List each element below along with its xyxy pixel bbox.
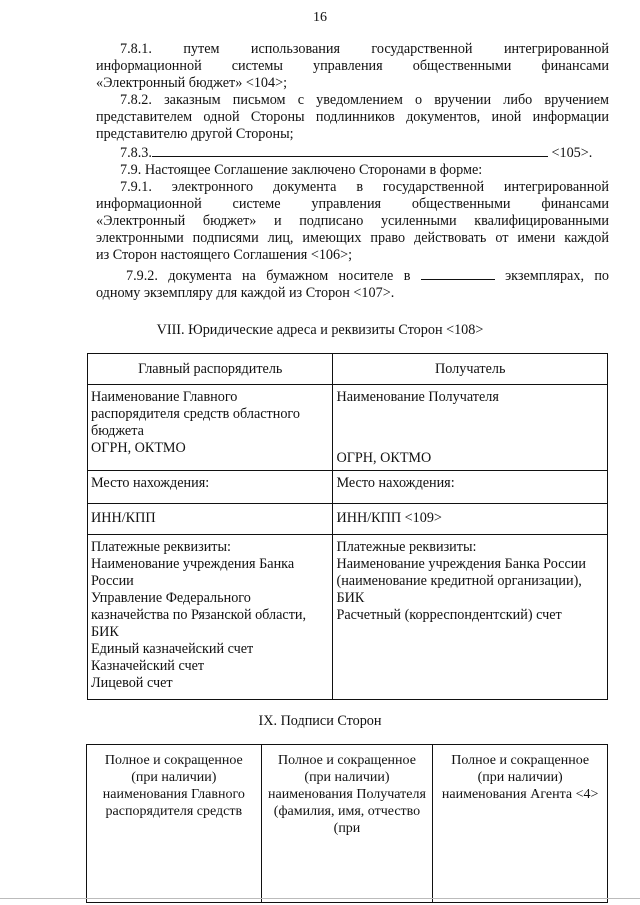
- clause-7-8-2-line1: 7.8.2. заказным письмом с уведомлением о вручении либо вручением: [120, 92, 609, 108]
- clause-7-9-2-line1: [96, 266, 609, 285]
- clauses-block: [96, 41, 609, 302]
- clause-7-9-2-line2: одному экземпляру для каждой из Сторон <107>.: [96, 285, 395, 301]
- main-manager-payment-title: Платежные реквизиты:: [91, 539, 231, 555]
- clause-7-9-1-line4: электронными подписями лиц, имеющих право действовать от имени каждой: [96, 230, 609, 246]
- signature-agent: Полное и сокращенное (при наличии) наименования Агента <4>: [433, 745, 608, 903]
- header-recipient: Получатель: [333, 354, 608, 385]
- clause-7-9-2-end: экземплярах, по: [505, 268, 610, 284]
- recipient-bik: БИК: [336, 590, 365, 606]
- clause-7-8-2-line2: представителем одной Стороны подлинников документов, иной информации: [96, 109, 609, 125]
- main-manager-bik: БИК: [91, 624, 119, 640]
- recipient-payment-title: Платежные реквизиты:: [336, 539, 477, 555]
- clause-7-9: 7.9. Настоящее Соглашение заключено Сторонами в форме:: [120, 162, 483, 178]
- signature-main-manager: Полное и сокращенное (при наличии) наименования Главного распорядителя средств: [87, 745, 262, 903]
- main-manager-bank: Наименование учреждения Банка России: [91, 556, 295, 589]
- clause-7-8-1-line1: 7.8.1. путем использования государственной интегрированной: [120, 41, 609, 57]
- main-manager-inn: ИНН/КПП: [88, 504, 333, 535]
- recipient-account: Расчетный (корреспондентский) счет: [336, 607, 562, 623]
- main-manager-treasury: Управление Федерального казначейства по Рязанской области,: [91, 590, 307, 623]
- table-row-names: [88, 385, 608, 471]
- table-row-payment: [88, 535, 608, 700]
- clause-7-8-1-line3: «Электронный бюджет» <104>;: [96, 75, 288, 91]
- clause-7-8-2-line3: представителю другой Стороны;: [96, 126, 294, 142]
- clause-7-8-3-label: 7.8.3.: [120, 145, 152, 161]
- requisites-table: [87, 353, 608, 700]
- signature-recipient: Полное и сокращенное (при наличии) наименования Получателя (фамилия, имя, отчество (при: [261, 745, 433, 903]
- clause-7-9-1-line1: 7.9.1. электронного документа в государственной интегрированной: [120, 179, 609, 195]
- clause-7-8-3: [96, 143, 609, 162]
- fill-in-blank-line: [152, 143, 548, 157]
- section-8-title: VIII. Юридические адреса и реквизиты Сторон <108>: [156, 322, 484, 338]
- recipient-bank: Наименование учреждения Банка России (наименование кредитной организации),: [336, 556, 586, 589]
- table-row-inn: [88, 504, 608, 535]
- table-row-location: [88, 471, 608, 504]
- clause-7-9-1-line5: из Сторон настоящего Соглашения <106>;: [96, 247, 353, 263]
- main-manager-location: Место нахождения:: [88, 471, 333, 504]
- clause-7-9-1-line2: информационной системе управления общественными финансами: [96, 196, 609, 212]
- recipient-inn: ИНН/КПП <109>: [333, 504, 608, 535]
- header-main-manager: Главный распорядитель: [88, 354, 333, 385]
- clause-7-8-1-line2: информационной системы управления общественными финансами: [96, 58, 609, 74]
- copies-blank-line: [421, 266, 495, 280]
- main-manager-personal-account: Лицевой счет: [91, 675, 173, 691]
- page-number: 16: [313, 10, 327, 25]
- table-header-row: [88, 354, 608, 385]
- main-manager-ogrn: ОГРН, ОКТМО: [91, 440, 186, 456]
- signatures-table: [86, 744, 608, 903]
- recipient-name: Наименование Получателя: [336, 389, 499, 405]
- main-manager-single-account: Единый казначейский счет: [91, 641, 254, 657]
- recipient-ogrn: ОГРН, ОКТМО: [336, 450, 432, 466]
- main-manager-name: Наименование Главного распорядителя средств областного бюджета: [91, 389, 300, 439]
- signatures-row: [87, 745, 608, 903]
- clause-7-8-3-end: <105>.: [551, 145, 593, 161]
- section-9-title: IX. Подписи Сторон: [258, 713, 382, 729]
- clause-7-9-1-line3: «Электронный бюджет» и подписано усиленными квалифицированными: [96, 213, 609, 229]
- clause-7-9-2-start: 7.9.2. документа на бумажном носителе в: [126, 268, 411, 284]
- recipient-location: Место нахождения:: [333, 471, 608, 504]
- main-manager-treasury-account: Казначейский счет: [91, 658, 205, 674]
- scan-edge-line: [0, 898, 640, 899]
